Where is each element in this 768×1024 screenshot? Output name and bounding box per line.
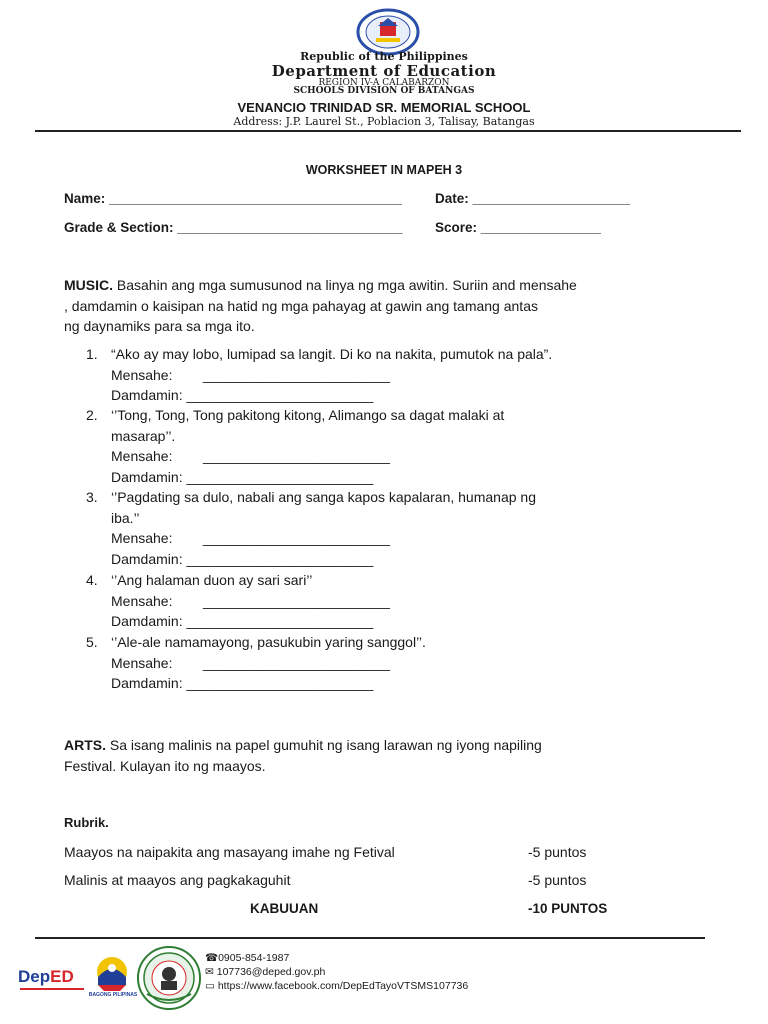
- name-field[interactable]: Name: _______________________________________: [64, 191, 402, 206]
- damdamin-blank[interactable]: Damdamin: ________________________: [111, 675, 374, 691]
- rubric-criterion-1: Maayos na naipakita ang masayang imahe ng Fetival: [64, 844, 395, 860]
- damdamin-blank[interactable]: Damdamin: ________________________: [111, 468, 374, 485]
- date-field[interactable]: Date: _____________________: [435, 191, 631, 206]
- list-item: 4.: [86, 572, 98, 588]
- region-line: REGION IV-A CALABARZON: [318, 78, 450, 88]
- mensahe-blank[interactable]: ________________________: [203, 654, 390, 671]
- music-label: MUSIC.: [64, 277, 113, 293]
- rubric-title: Rubrik.: [64, 815, 109, 830]
- item-5-lyrics: ‘’Ale-ale namamayong, pasukubin yaring sanggol’’. Mensahe: ________________________ Damdamin: ________________________: [111, 632, 426, 694]
- deped-logo: DepED: [18, 967, 74, 986]
- bagong-pilipinas-text: BAGONG PILIPINAS: [88, 992, 138, 998]
- school-seal-logo: [137, 946, 201, 1010]
- email-address[interactable]: 107736@deped.gov.ph: [216, 966, 326, 978]
- school-name: VENANCIO TRINIDAD SR. MEMORIAL SCHOOL: [237, 100, 531, 115]
- list-item: 5.: [86, 634, 98, 650]
- mensahe-blank[interactable]: ________________________: [203, 366, 390, 383]
- item-1-lyrics: “Ako ay may lobo, lumipad sa langit. Di ko na nakita, pumutok na pala”. Mensahe: ________________________ Damdamin: ________________________: [111, 344, 552, 406]
- worksheet-title: WORKSHEET IN MAPEH 3: [305, 163, 463, 177]
- facebook-icon: ▭: [205, 980, 215, 992]
- phone-number[interactable]: 0905-854-1987: [218, 952, 290, 964]
- item-3-lyrics: ‘’Pagdating sa dulo, nabali ang sanga kapos kapalaran, humanap ng iba.’’ Mensahe: ________________________ Damdamin: ________________________: [111, 487, 536, 569]
- contact-info: [205, 951, 468, 993]
- deped-seal-logo: [354, 8, 422, 56]
- rubric-total-points: -10 PUNTOS: [528, 901, 608, 916]
- item-4-lyrics: ‘’Ang halaman duon ay sari sari’’ Mensahe: ________________________ Damdamin: ________________________: [111, 570, 373, 632]
- mensahe-blank[interactable]: ________________________: [203, 592, 390, 609]
- rubric-total-label: KABUUAN: [250, 901, 319, 916]
- school-address: Address: J.P. Laurel St., Poblacion 3, Talisay, Batangas: [233, 115, 535, 128]
- music-instructions: MUSIC. Basahin ang mga sumusunod na linya ng mga awitin. Suriin and mensahe , damdamin o kaisipan na hatid ng mga pahayag at gawin ang tamang antas ng daynamiks para sa mga ito.: [64, 277, 577, 334]
- department-line: Department of Education: [271, 62, 497, 80]
- damdamin-blank[interactable]: Damdamin: ________________________: [111, 387, 374, 403]
- item-2-lyrics: ‘’Tong, Tong, Tong pakitong kitong, Alimango sa dagat malaki at masarap’’. Mensahe: ________________________ Damdamin: ________________________: [111, 405, 504, 487]
- republic-line: Republic of the Philippines: [300, 50, 468, 63]
- list-item: 1.: [86, 346, 98, 362]
- mensahe-blank[interactable]: ________________________: [203, 448, 390, 464]
- arts-label: ARTS.: [64, 737, 106, 753]
- bagong-pilipinas-logo: [90, 955, 134, 993]
- mail-icon: ✉: [205, 966, 214, 978]
- arts-instructions: ARTS. Sa isang malinis na papel gumuhit ng isang larawan ng iyong napiling Festival. Kulayan ito ng maayos.: [64, 737, 542, 774]
- division-line: SCHOOLS DIVISION OF BATANGAS: [293, 86, 475, 96]
- facebook-link[interactable]: https://www.facebook.com/DepEdTayoVTSMS107736: [217, 980, 469, 992]
- mensahe-blank[interactable]: ________________________: [203, 530, 390, 546]
- score-field[interactable]: Score: ________________: [435, 220, 601, 235]
- phone-icon: ☎: [205, 952, 219, 964]
- list-item: 3.: [86, 489, 98, 505]
- rubric-points-2: -5 puntos: [528, 872, 587, 888]
- damdamin-blank[interactable]: Damdamin: ________________________: [111, 613, 374, 629]
- deped-logo-underline: [20, 988, 84, 990]
- footer-divider: [35, 937, 705, 939]
- rubric-points-1: -5 puntos: [528, 844, 587, 860]
- rubric-criterion-2: Malinis at maayos ang pagkakaguhit: [64, 872, 291, 888]
- damdamin-blank[interactable]: Damdamin: ________________________: [111, 550, 374, 567]
- grade-section-field[interactable]: Grade & Section: ______________________________: [64, 220, 403, 235]
- list-item: 2.: [86, 407, 98, 423]
- header-divider: [35, 130, 741, 132]
